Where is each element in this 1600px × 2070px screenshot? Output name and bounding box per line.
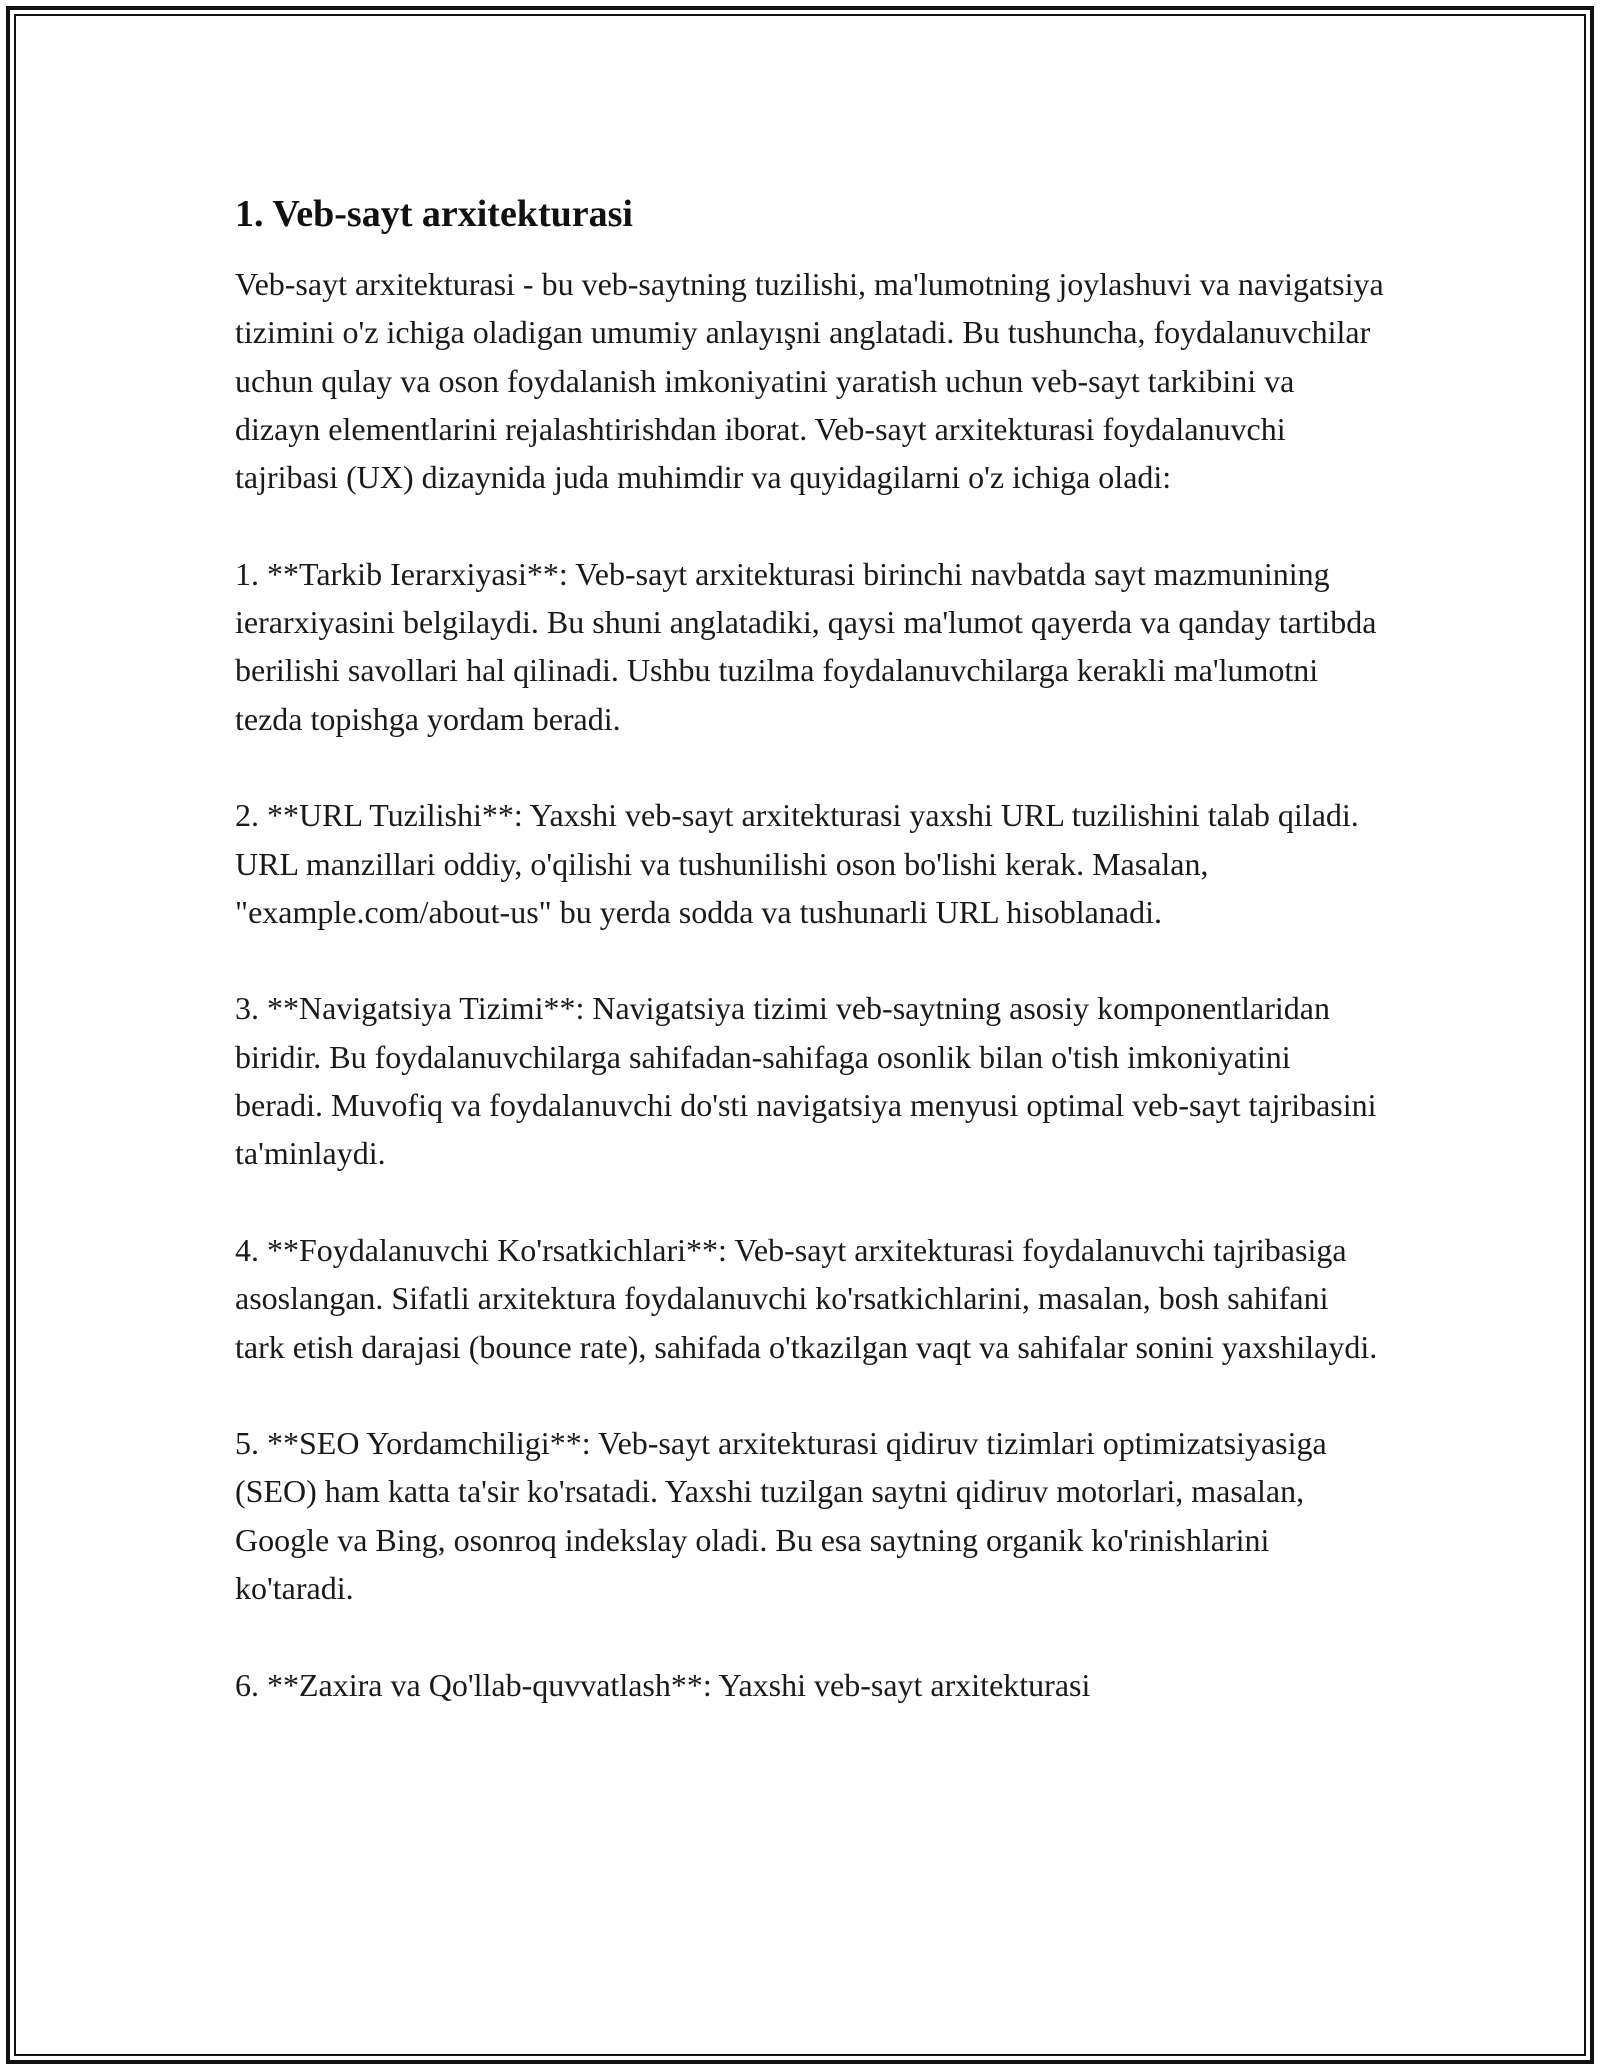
item-backup-support: 6. **Zaxira va Qo'llab-quvvatlash**: Yaxshi veb-sayt arxitekturasi [235,1666,1091,1703]
document-title: 1. Veb-sayt arxitekturasi [235,193,633,235]
item-seo-support: 5. **SEO Yordamchiligi**: Veb-sayt arxitekturasi qidiruv tizimlari optimizatsiyasiga (SEO) ham katta ta'sir ko'rsatadi. Yaxshi tuzilgan saytni qidiruv motorlari, masalan, Google va Bing, osonroq indekslay oladi. Bu esa saytning organik ko'rinishlarini ko'taradi. [235,1425,1327,1607]
item-user-metrics: 4. **Foydalanuvchi Ko'rsatkichlari**: Veb-sayt arxitekturasi foydalanuvchi tajribasiga asoslangan. Sifatli arxitektura foydalanuvchi ko'rsatkichlarini, masalan, bosh sahifani tark etish darajasi (bounce rate), sahifada o'tkazilgan vaqt va sahifalar sonini yaxshilaydi. [235,1231,1378,1365]
item-navigation-system: 3. **Navigatsiya Tizimi**: Navigatsiya tizimi veb-saytning asosiy komponentlaridan biridir. Bu foydalanuvchilarga sahifadan-sahifaga osonlik bilan o'tish imkoniyatini beradi. Muvofiq va foydalanuvchi do'sti navigatsiya menyusi optimal veb-sayt tajribasini ta'minlaydi. [235,990,1377,1172]
item-content-hierarchy: 1. **Tarkib Ierarxiyasi**: Veb-sayt arxitekturasi birinchi navbatda sayt mazmunining ierarxiyasini belgilaydi. Bu shuni anglatadiki, qaysi ma'lumot qayerda va qanday tartibda berilishi savollari hal qilinadi. Ushbu tuzilma foydalanuvchilarga kerakli ma'lumotni tezda topishga yordam beradi. [235,555,1377,737]
document-body [235,188,1385,1709]
intro-paragraph: Veb-sayt arxitekturasi - bu veb-saytning tuzilishi, ma'lumotning joylashuvi va navigatsiya tizimini o'z ichiga oladigan umumiy anlayışni anglatadi. Bu tushuncha, foydalanuvchilar uchun qulay va oson foydalanish imkoniyatini yaratish uchun veb-sayt tarkibini va dizayn elementlarini rejalashtirishdan iborat. Veb-sayt arxitekturasi foydalanuvchi tajribasi (UX) dizaynida juda muhimdir va quyidagilarni o'z ichiga oladi: [235,266,1384,496]
item-url-structure: 2. **URL Tuzilishi**: Yaxshi veb-sayt arxitekturasi yaxshi URL tuzilishini talab qiladi. URL manzillari oddiy, o'qilishi va tushunilishi oson bo'lishi kerak. Masalan, "example.com/about-us" bu yerda sodda va tushunarli URL hisoblanadi. [235,797,1359,930]
